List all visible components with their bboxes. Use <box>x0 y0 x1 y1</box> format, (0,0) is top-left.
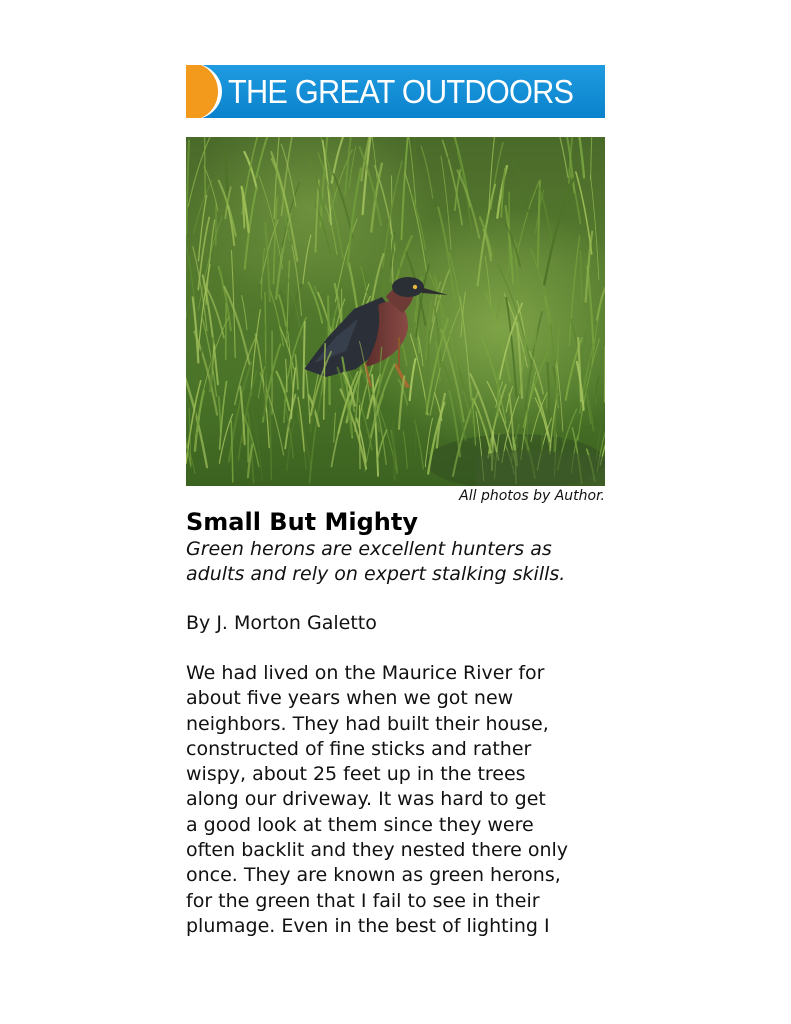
body-line: often backlit and they nested there only <box>186 839 569 862</box>
article-headline: Small But Mighty <box>186 508 418 536</box>
deck-line: adults and rely on expert stalking skills. <box>186 563 566 585</box>
body-line: wispy, about 25 feet up in the trees <box>186 763 526 786</box>
grass-blade <box>393 422 394 480</box>
body-line: a good look at them since they were <box>186 813 534 836</box>
body-line: plumage. Even in the best of lighting I <box>186 914 550 937</box>
banner-orange-tab <box>186 65 222 118</box>
photo-credit: All photos by Author. <box>459 488 605 504</box>
heron-photo-illustration <box>186 137 605 486</box>
body-line: constructed of fine sticks and rather <box>186 737 532 760</box>
article-deck <box>186 537 626 587</box>
article-body <box>186 661 626 939</box>
article-byline: By J. Morton Galetto <box>186 612 377 634</box>
body-line: neighbors. They had built their house, <box>186 712 549 735</box>
heron-photo <box>186 137 605 486</box>
body-line: about five years when we got new <box>186 687 514 710</box>
banner-title: THE GREAT OUTDOORS <box>228 73 574 110</box>
section-banner <box>186 65 605 118</box>
body-line: along our driveway. It was hard to get <box>186 788 546 811</box>
deck-line: Green herons are excellent hunters as <box>186 538 552 560</box>
body-line: We had lived on the Maurice River for <box>186 662 545 684</box>
grass-blade <box>359 405 360 468</box>
body-line: for the green that I fail to see in their <box>186 889 540 912</box>
body-line: once. They are known as green herons, <box>186 864 561 887</box>
